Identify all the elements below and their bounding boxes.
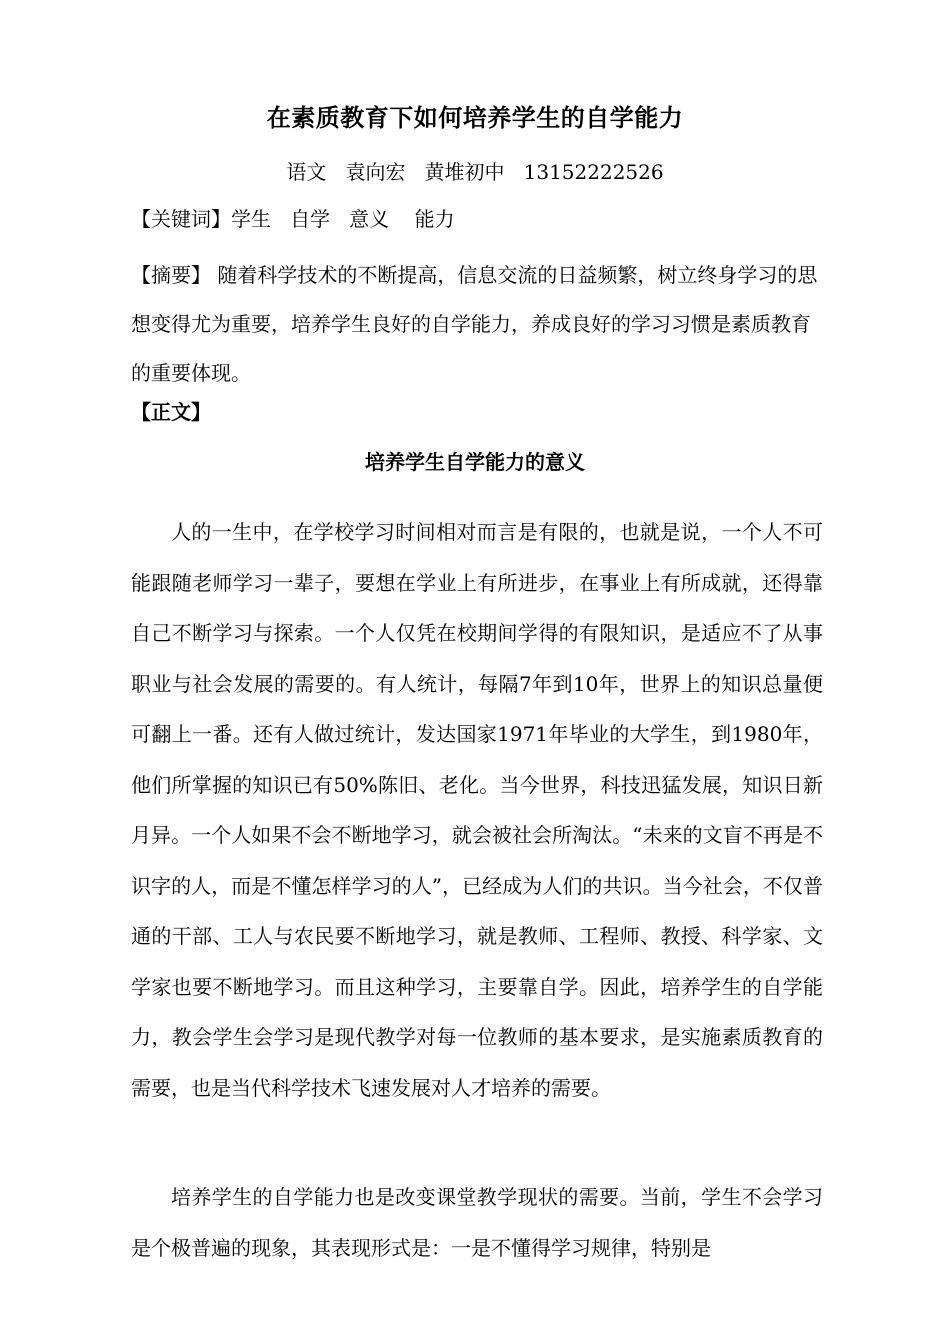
document-title: 在素质教育下如何培养学生的自学能力 xyxy=(266,104,684,132)
keywords-line: 【关键词】学生 自学 意义 能力 xyxy=(131,207,455,231)
body-paragraph-1: 人的一生中，在学校学习时间相对而言是有限的，也就是说，一个人不可能跟随老师学习一辈子，要想在学业上有所进步，在事业上有所成就，还得靠自己不断学习与探索。一个人仅凭在校期间学得的有限知识，是适应不了从事职业与社会发展的需要的。有人统计，每隔7年到10年，世界上的知识总量便可翻上一番。还有人做过统计，发达国家1971年毕业的大学生，到1980年，他们所掌握的知识已有50%陈旧、老化。当今世界，科技迅猛发展，知识日新月异。一个人如果不会不断地学习，就会被社会所淘汰。“未来的文盲不再是不识字的人，而是不懂怎样学习的人”，已经成为人们的共识。当今社会，不仅普通的干部、工人与农民要不断地学习，就是教师、工程师、教授、科学家、文学家也要不断地学习。而且这种学习，主要靠自学。因此，培养学生的自学能力，教会学生会学习是现代教学对每一位教师的基本要求，是实施素质教育的需要，也是当代科学技术飞速发展对人才培养的需要。 xyxy=(131,520,823,1100)
abstract-label: 【摘要】 xyxy=(131,263,211,287)
body-paragraph-2: 培养学生的自学能力也是改变课堂教学现状的需要。当前，学生不会学习是个极普遍的现象，其表现形式是：一是不懂得学习规律，特别是 xyxy=(131,1185,823,1260)
abstract-text: 随着科学技术的不断提高，信息交流的日益频繁，树立终身学习的思想变得尤为重要，培养学生良好的自学能力，养成良好的学习习惯是素质教育的重要体现。 xyxy=(131,263,818,385)
body-label: 【正文】 xyxy=(131,400,211,424)
author-line: 语文 袁向宏 黄堆初中 13152222526 xyxy=(286,160,664,184)
section-title: 培养学生自学能力的意义 xyxy=(365,450,585,474)
abstract xyxy=(131,251,827,398)
